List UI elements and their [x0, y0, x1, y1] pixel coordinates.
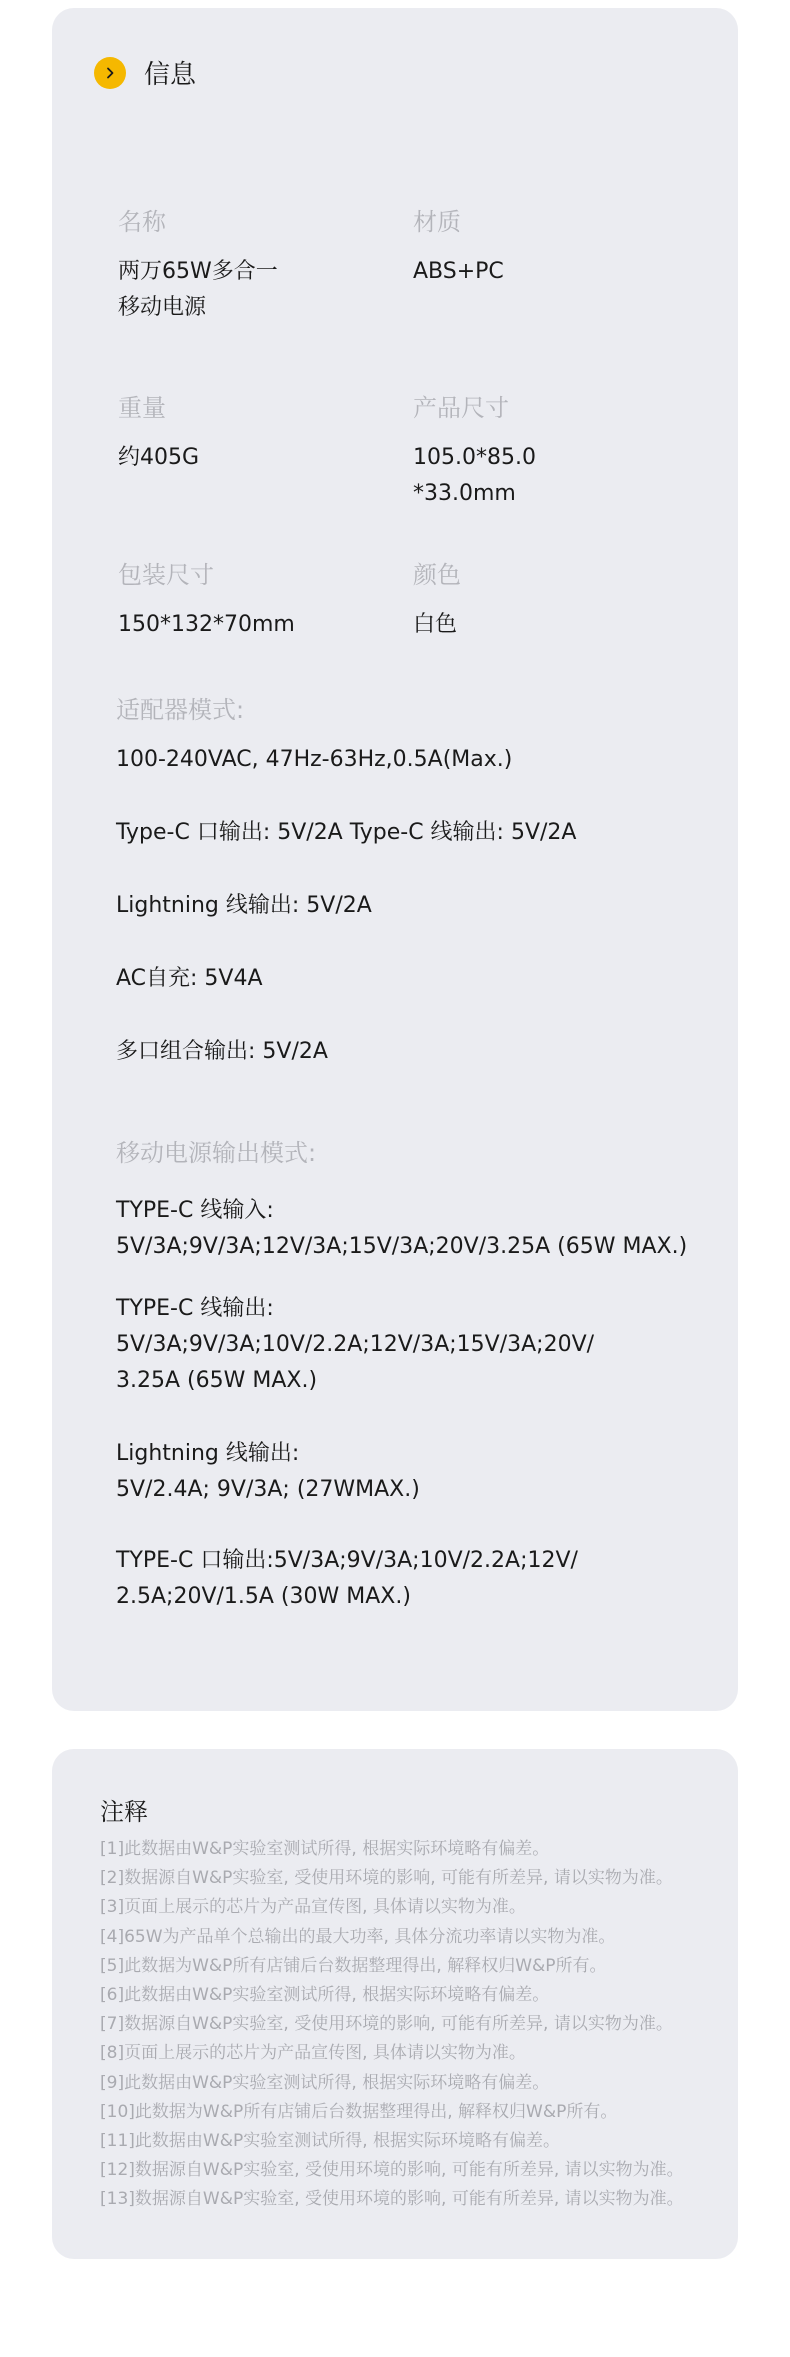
spec-row [118, 559, 708, 643]
note-item: [9]此数据由W&P实验室测试所得, 根据实际环境略有偏差。 [100, 2072, 550, 2093]
spec-value: 150*132*70mm [118, 612, 295, 637]
spec-label: 产品尺寸 [413, 394, 509, 422]
note-item: [7]数据源自W&P实验室, 受使用环境的影响, 可能有所差异, 请以实物为准。 [100, 2014, 673, 2035]
powerbank-block: Lightning 线输出: 5V/2.4A; 9V/3A; (27WMAX.) [116, 1441, 420, 1502]
spec-weight [118, 392, 413, 559]
notes-title: 注释 [100, 1798, 148, 1826]
spec-package-size [118, 559, 413, 643]
spec-row [118, 392, 708, 559]
info-header [94, 54, 196, 91]
spec-value: 两万65W多合一 移动电源 [118, 259, 278, 320]
note-item: [11]此数据由W&P实验室测试所得, 根据实际环境略有偏差。 [100, 2131, 561, 2152]
spec-label: 颜色 [413, 561, 461, 589]
adapter-line: 多口组合输出: 5V/2A [116, 1039, 328, 1064]
chevron-right-icon[interactable] [94, 57, 126, 89]
note-item: [13]数据源自W&P实验室, 受使用环境的影响, 可能有所差异, 请以实物为准。 [100, 2189, 684, 2210]
spec-value: 约405G [118, 445, 200, 470]
adapter-line: 100-240VAC, 47Hz-63Hz,0.5A(Max.) [116, 747, 513, 772]
spec-label: 材质 [413, 208, 461, 236]
spec-value: 白色 [413, 612, 458, 637]
spec-product-size [413, 392, 708, 559]
section-title: 适配器模式: [116, 696, 245, 724]
note-item: [12]数据源自W&P实验室, 受使用环境的影响, 可能有所差异, 请以实物为准。 [100, 2160, 684, 2181]
note-item: [10]此数据为W&P所有店铺后台数据整理得出, 解释权归W&P所有。 [100, 2101, 618, 2122]
note-item: [2]数据源自W&P实验室, 受使用环境的影响, 可能有所差异, 请以实物为准。 [100, 1868, 673, 1889]
note-item: [5]此数据为W&P所有店铺后台数据整理得出, 解释权归W&P所有。 [100, 1955, 607, 1976]
info-card [52, 8, 738, 1711]
adapter-line: Lightning 线输出: 5V/2A [116, 893, 372, 918]
note-item: [8]页面上展示的芯片为产品宣传图, 具体请以实物为准。 [100, 2043, 526, 2064]
note-item: [6]此数据由W&P实验室测试所得, 根据实际环境略有偏差。 [100, 1985, 550, 2006]
spec-grid [118, 206, 708, 643]
notes-card [52, 1749, 738, 2259]
powerbank-mode-section [116, 1137, 716, 1615]
powerbank-block: TYPE-C 口输出:5V/3A;9V/3A;10V/2.2A;12V/ 2.5A;20V/1.5A (30W MAX.) [116, 1548, 578, 1609]
spec-label: 包装尺寸 [118, 561, 214, 589]
spec-value: 105.0*85.0 *33.0mm [413, 445, 536, 506]
spec-color [413, 559, 708, 643]
adapter-line: AC自充: 5V4A [116, 966, 263, 991]
powerbank-block: TYPE-C 线输入: 5V/3A;9V/3A;12V/3A;15V/3A;20V/3.25A (65W MAX.) [116, 1198, 688, 1259]
section-title: 移动电源输出模式: [116, 1139, 317, 1167]
spec-value: ABS+PC [413, 259, 504, 284]
spec-material [413, 206, 708, 392]
note-item: [1]此数据由W&P实验室测试所得, 根据实际环境略有偏差。 [100, 1839, 550, 1859]
adapter-mode-section [116, 694, 716, 1070]
powerbank-block: TYPE-C 线输出: 5V/3A;9V/3A;10V/2.2A;12V/3A;15V/3A;20V/ 3.25A (65W MAX.) [116, 1296, 595, 1393]
notes-list [100, 1835, 720, 2215]
spec-label: 重量 [118, 394, 166, 422]
info-title: 信息 [144, 60, 197, 90]
spec-row [118, 206, 708, 392]
spec-label: 名称 [118, 208, 166, 236]
note-item: [3]页面上展示的芯片为产品宣传图, 具体请以实物为准。 [100, 1897, 526, 1918]
adapter-line: Type-C 口输出: 5V/2A Type-C 线输出: 5V/2A [116, 820, 577, 845]
spec-name [118, 206, 413, 392]
note-item: [4]65W为产品单个总输出的最大功率, 具体分流功率请以实物为准。 [100, 1926, 616, 1947]
